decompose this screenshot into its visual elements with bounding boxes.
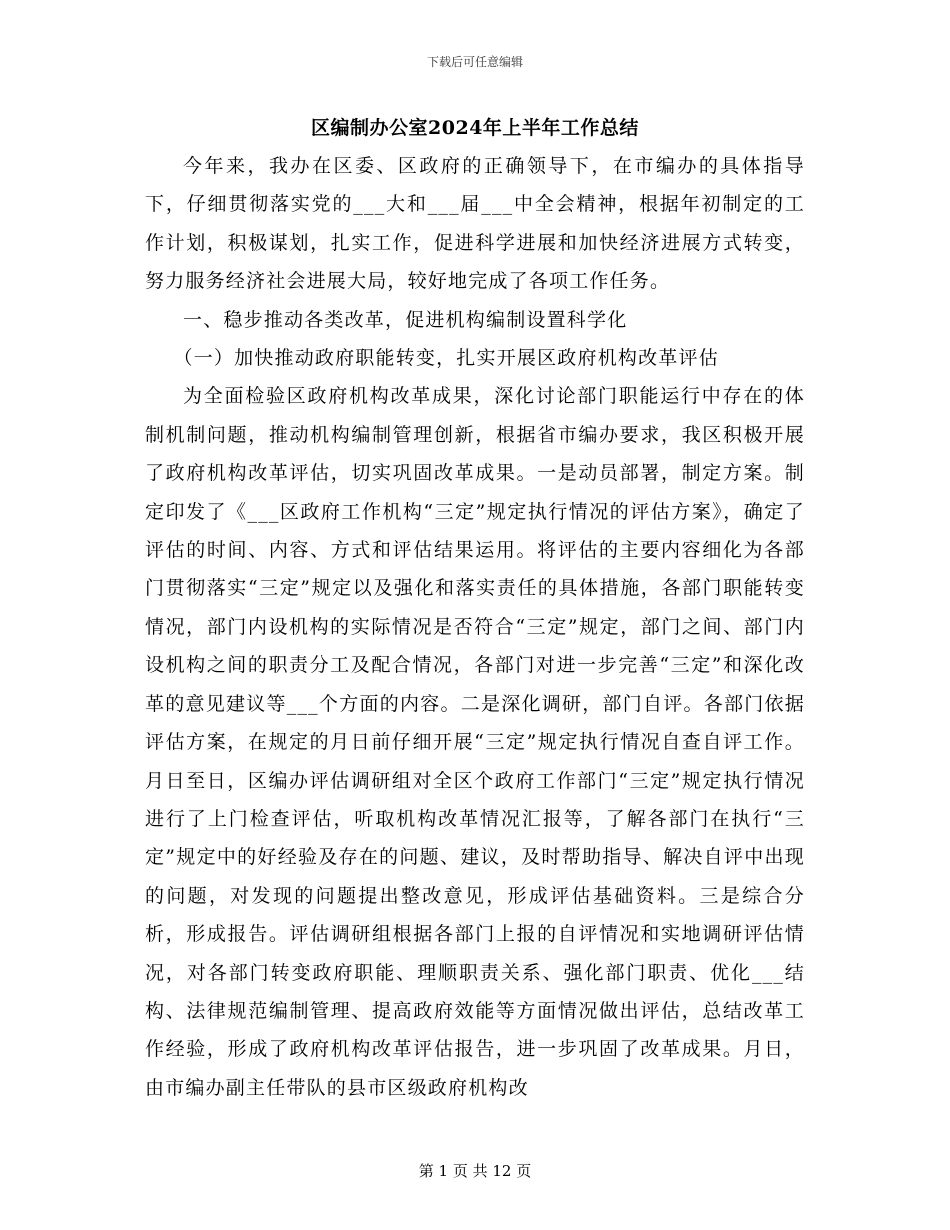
document-body [145,147,805,1107]
page-number-footer: 第 1 页 共 12 页 [418,1162,532,1180]
body-paragraph: 为全面检验区政府机构改革成果，深化讨论部门职能运行中存在的体制机制问题，推动机构编制管理创新，根据省市编办要求，我区积极开展了政府机构改革评估，切实巩固改革成果。一是动员部署，制定方案。制定印发了《___区政府工作机构“三定”规定执行情况的评估方案》，确定了评估的时间、内容、方式和评估结果运用。将评估的主要内容细化为各部门贯彻落实“三定”规定以及强化和落实责任的具体措施，各部门职能转变情况，部门内设机构的实际情况是否符合“三定”规定，部门之间、部门内设机构之间的职责分工及配合情况，各部门对进一步完善“三定”和深化改革的意见建议等___个方面的内容。二是深化调研，部门自评。各部门依据评估方案，在规定的月日前仔细开展“三定”规定执行情况自查自评工作。月日至日，区编办评估调研组对全区个政府工作部门“三定”规定执行情况进行了上门检查评估，听取机构改革情况汇报等，了解各部门在执行“三定”规定中的好经验及存在的问题、建议，及时帮助指导、解决自评中出现的问题，对发现的问题提出整改意见，形成评估基础资料。三是综合分析，形成报告。评估调研组根据各部门上报的自评情况和实地调研评估情况，对各部门转变政府职能、理顺职责关系、强化部门职责、优化___结构、法律规范编制管理、提高政府效能等方面情况做出评估，总结改革工作经验，形成了政府机构改革评估报告，进一步巩固了改革成果。月日，由市编办副主任带队的县市区级政府机构改 [145,385,805,1099]
section-heading: 一、稳步推动各类改革，促进机构编制设置科学化 [183,308,628,331]
document-title: 区编制办公室2024年上半年工作总结 [311,117,639,139]
subsection-heading: （一）加快推动政府职能转变，扎实开展区政府机构改革评估 [173,347,719,370]
intro-paragraph: 今年来，我办在区委、区政府的正确领导下，在市编办的具体指导下，仔细贯彻落实党的___大和___届___中全会精神，根据年初制定的工作计划，积极谋划，扎实工作，促进科学进展和加快经济进展方式转变，努力服务经济社会进展大局，较好地完成了各项工作任务。 [145,155,805,293]
page-header-note: 下载后可任意编辑 [426,55,523,69]
